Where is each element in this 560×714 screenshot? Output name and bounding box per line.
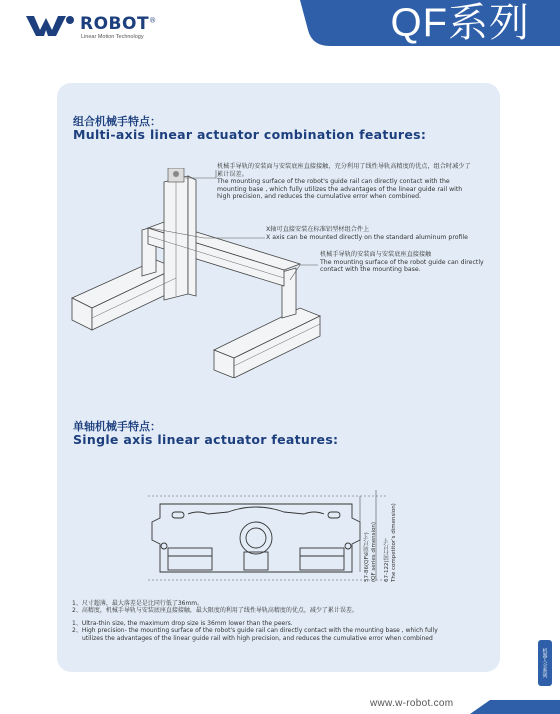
single-axis-title-cn: 单轴机械手特点： (73, 420, 161, 433)
footer-website: www.w-robot.com (370, 698, 454, 709)
multi-axis-title-en: Multi-axis linear actuator combination features: (73, 127, 427, 142)
footer-accent-bar (470, 700, 560, 714)
callout-x-axis: X轴可直接安装在标准铝型材组合件上 X axis can be mounted directly on the standard aluminum profile (266, 226, 468, 241)
brand-tagline: Linear Motion Technology (81, 34, 144, 40)
multi-axis-title-cn: 组合机械手特点： (73, 115, 161, 128)
brand-name: ROBOT® (80, 14, 157, 34)
feature-notes-en: 1、Ultra-thin size, the maximum drop size is 36mm lower than the peers. 2、High precision- the mounting surface of the robot's guide rail can directly contact with the mounting base , which fully utilizes the advantages of the linear guide rail with high precision, and reduces the cumulative error when combined (72, 620, 438, 642)
series-title: QF系列 (390, 1, 530, 45)
callout-mount-surface: 机械手导轨的安装面与安装底座直接接触 The mounting surface of the robot guide can directly contact with the mounting base. (320, 251, 484, 274)
single-axis-profile-drawing (148, 490, 388, 590)
callout-rail-contact: 机械手导轨的安装面与安装底座直接接触，充分利用了线性导轨高精度的优点，组合时减少了累计误差。 The mounting surface of the robot's guide rail can directly contact with the mounting base , which fully utilizes the advantages of the linear guide rail with high precision, and reduces the cumulative error when combined. (217, 163, 471, 201)
dimension-label-qf: 57-86(QF系列尺寸) (QF series dimension) (364, 521, 377, 582)
feature-notes-cn: 1、尺寸超薄，最大落差是是比同行低了36mm。 2、高精度，机械手导轨与安装底座直接接触，最大限度的利用了线性导轨高精度的优点，减少了累计误差。 (72, 600, 358, 615)
side-category-tab[interactable]: 机器人全系列 (538, 640, 552, 686)
single-axis-title-en: Single axis linear actuator features: (73, 432, 339, 447)
dimension-label-competitor: 67-122(同行尺寸 The competitor's dimension) (384, 503, 397, 582)
